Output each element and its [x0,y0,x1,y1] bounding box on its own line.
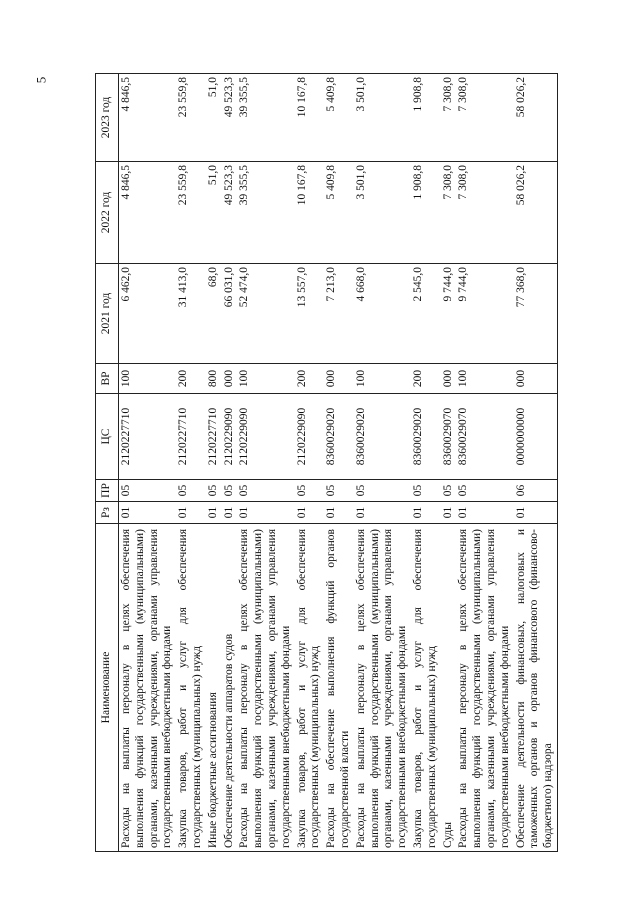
table-cell-2021: 52 474,0 [237,264,294,364]
table-row [411,74,441,852]
table-cell-cs: 8360029070 [456,394,513,480]
table-cell-2021: 68,0 [206,264,222,364]
table-cell-vr: 100 [456,364,513,394]
table-cell-2023: 49 523,3 [222,74,238,162]
table-cell-2023: 5 409,8 [324,74,354,162]
table-cell-rz: 01 [354,502,411,524]
table-cell-vr: 200 [411,364,441,394]
table-row [354,74,411,852]
table-cell-2022: 23 559,8 [176,162,206,264]
table-cell-2021: 2 545,0 [411,264,441,364]
header-2021: 2021 год [96,264,119,364]
table-row [295,74,325,852]
table-cell-cs: 2120229090 [295,394,325,480]
table-cell-pr: 05 [354,480,411,502]
table-cell-cs: 8360029020 [354,394,411,480]
table-cell-pr: 05 [237,480,294,502]
table-row [119,74,177,852]
table-cell-rz: 01 [119,502,177,524]
table-cell-cs: 2120229090 [222,394,238,480]
table-row [176,74,206,852]
budget-table [95,73,558,852]
table-cell-2021: 6 462,0 [119,264,177,364]
table-cell-2022: 10 167,8 [295,162,325,264]
table-row [456,74,513,852]
table-cell-cs: 2120227710 [119,394,177,480]
table-cell-2023: 23 559,8 [176,74,206,162]
table-cell-name: Суды [441,524,457,852]
table-row [206,74,222,852]
header-cs: ЦС [96,394,119,480]
table-cell-pr: 05 [441,480,457,502]
table-cell-2023: 7 308,0 [456,74,513,162]
table-cell-name: Закупка товаров, работ и услуг для обеспечения государственных (муниципальных) нужд [176,524,206,852]
table-cell-cs: 8360029070 [441,394,457,480]
table-cell-name: Расходы на выплаты персоналу в целях обеспечения выполнения функций государственными (муниципальными) органами, казенными учреждениями, органами управления государственными внебюджетными фондами [237,524,294,852]
header-2023: 2023 год [96,74,119,162]
table-cell-pr: 05 [456,480,513,502]
table-cell-vr: 000 [324,364,354,394]
table-cell-vr: 200 [295,364,325,394]
header-rz: Рз [96,502,119,524]
table-cell-pr: 05 [119,480,177,502]
table-cell-2023: 51,0 [206,74,222,162]
table-cell-2022: 49 523,3 [222,162,238,264]
table-cell-2022: 51,0 [206,162,222,264]
table-cell-name: Расходы на выплаты персоналу в целях обеспечения выполнения функций государственными (муниципальными) органами, казенными учреждениями, органами управления государственными внебюджетными фондами [354,524,411,852]
table-cell-2022: 3 501,0 [354,162,411,264]
table-cell-2023: 1 908,8 [411,74,441,162]
table-cell-vr: 000 [441,364,457,394]
table-cell-vr: 000 [514,364,558,394]
table-cell-2023: 58 026,2 [514,74,558,162]
table-cell-pr: 05 [206,480,222,502]
table-cell-name: Обеспечение деятельности аппаратов судов [222,524,238,852]
table-row [324,74,354,852]
header-vr: ВР [96,364,119,394]
table-cell-rz: 01 [237,502,294,524]
table-cell-cs: 8360029020 [324,394,354,480]
table-cell-2022: 7 308,0 [456,162,513,264]
table-cell-2022: 58 026,2 [514,162,558,264]
table-cell-cs: 2120227710 [176,394,206,480]
budget-table-container [95,74,555,852]
table-cell-rz: 01 [456,502,513,524]
table-cell-2023: 3 501,0 [354,74,411,162]
table-cell-2021: 9 744,0 [441,264,457,364]
table-cell-2023: 4 846,5 [119,74,177,162]
table-cell-2022: 5 409,8 [324,162,354,264]
table-cell-2021: 9 744,0 [456,264,513,364]
table-cell-rz: 01 [206,502,222,524]
table-cell-2023: 10 167,8 [295,74,325,162]
table-cell-cs: 2120227710 [206,394,222,480]
table-cell-pr: 06 [514,480,558,502]
table-cell-pr: 05 [222,480,238,502]
table-cell-rz: 01 [324,502,354,524]
table-cell-name: Обеспечение деятельности финансовых, налоговых и таможенных органов и органов финансового (финансово-бюджетного) надзора [514,524,558,852]
table-cell-vr: 000 [222,364,238,394]
table-cell-name: Расходы на обеспечение выполнения функций органов государственной власти [324,524,354,852]
table-cell-vr: 100 [119,364,177,394]
table-row [514,74,558,852]
table-cell-2022: 1 908,8 [411,162,441,264]
table-cell-2022: 7 308,0 [441,162,457,264]
table-cell-rz: 01 [514,502,558,524]
table-cell-2023: 39 355,5 [237,74,294,162]
table-cell-2021: 66 031,0 [222,264,238,364]
table-cell-cs: 2120229090 [237,394,294,480]
table-cell-name: Расходы на выплаты персоналу в целях обеспечения выполнения функций государственными (муниципальными) органами, казенными учреждениями, органами управления государственными внебюджетными фондами [456,524,513,852]
table-cell-vr: 800 [206,364,222,394]
table-cell-name: Закупка товаров, работ и услуг для обеспечения государственных (муниципальных) нужд [295,524,325,852]
table-row [237,74,294,852]
table-cell-rz: 01 [295,502,325,524]
table-cell-2021: 31 413,0 [176,264,206,364]
table-cell-rz: 01 [411,502,441,524]
table-cell-2022: 4 846,5 [119,162,177,264]
table-cell-pr: 05 [176,480,206,502]
table-cell-2021: 4 668,0 [354,264,411,364]
table-cell-rz: 01 [176,502,206,524]
table-cell-name: Иные бюджетные ассигнования [206,524,222,852]
table-header-row [96,74,119,852]
table-row [441,74,457,852]
table-cell-vr: 100 [237,364,294,394]
table-cell-2021: 13 557,0 [295,264,325,364]
table-cell-pr: 05 [295,480,325,502]
table-cell-name: Закупка товаров, работ и услуг для обеспечения государственных (муниципальных) нужд [411,524,441,852]
table-cell-pr: 05 [411,480,441,502]
table-cell-rz: 01 [222,502,238,524]
table-cell-2021: 7 213,0 [324,264,354,364]
table-cell-rz: 01 [441,502,457,524]
table-cell-cs: 0000000000 [514,394,558,480]
table-cell-2021: 77 368,0 [514,264,558,364]
header-2022: 2022 год [96,162,119,264]
table-cell-pr: 05 [324,480,354,502]
header-pr: ПР [96,480,119,502]
table-row [222,74,238,852]
table-cell-vr: 200 [176,364,206,394]
table-cell-vr: 100 [354,364,411,394]
table-cell-name: Расходы на выплаты персоналу в целях обеспечения выполнения функций государственными (муниципальными) органами, казенными учреждениями, органами управления государственными внебюджетными фондами [119,524,177,852]
table-cell-2022: 39 355,5 [237,162,294,264]
table-cell-2023: 7 308,0 [441,74,457,162]
page-number: 5 [33,76,49,84]
table-body [119,74,558,852]
table-cell-cs: 8360029020 [411,394,441,480]
header-name: Наименование [96,524,119,852]
